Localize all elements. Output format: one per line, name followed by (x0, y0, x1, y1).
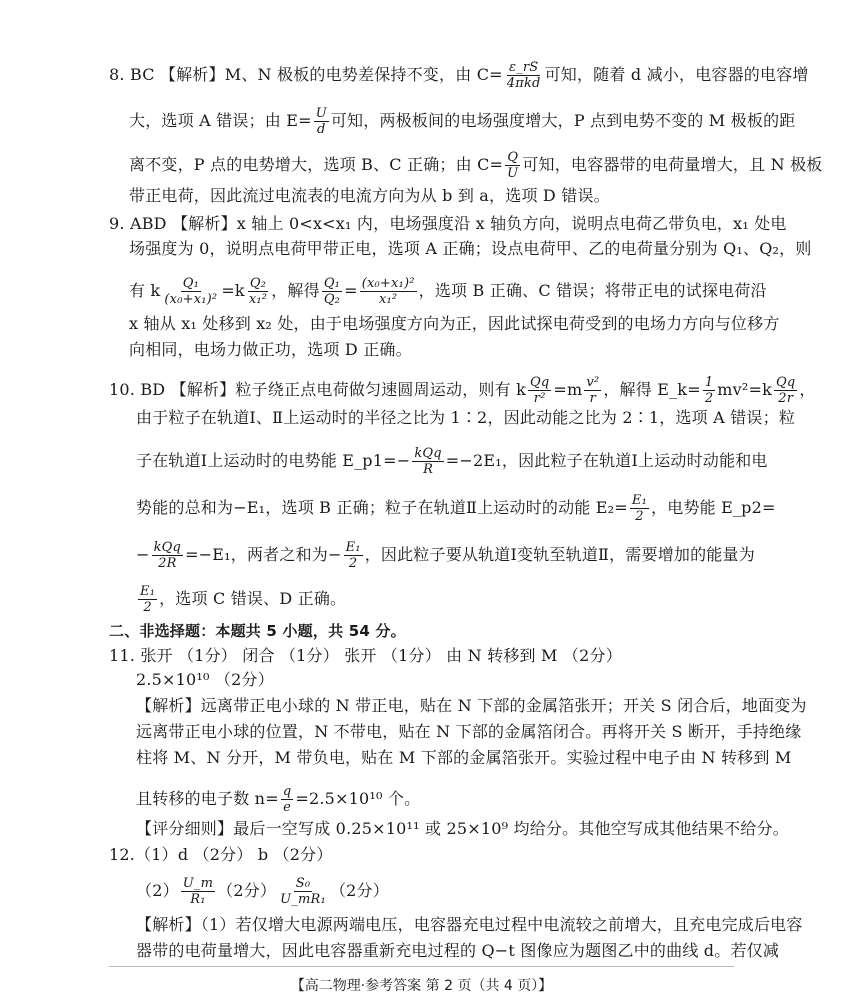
fraction: $\frac{U}{d}$ (315, 106, 327, 137)
q9-line4: x 轴从 x₁ 处移到 x₂ 处，由于电场强度方向为正，因此试探电荷受到的电场力方向与位移方 (129, 314, 780, 333)
q10-line1: 10. BD 【解析】粒子绕正点电荷做匀速圆周运动，则有 k $\frac{Qq}{\text{r²}}$ =m $\frac{\text{v²}}{r}$ ，解得 E_k= $\frac{1}{2}$ mv²=k $\frac{Qq}{2r}$ ， (109, 375, 816, 406)
q11-line4: 远离带正电小球的位置，N 不带电，贴在 N 下部的金属箔闭合。再将开关 S 断开，手持绝缘 (136, 722, 802, 741)
fraction: $\frac{Qq}{2r}$ (776, 375, 796, 406)
fraction: $\frac{\text{E₁}}{2}$ (631, 493, 648, 524)
footer-divider (109, 966, 734, 967)
q8-line3: 离不变，P 点的电势增大，选项 B、C 正确；由 C= $\frac{Q}{U}$ 可知，电容器带的电荷量增大，且 N 极板 (129, 150, 823, 181)
q8-line1: 8. BC 【解析】M、N 极板的电势差保持不变，由 C= $\frac{\varepsilon\_rS}{\text{4πkd}}$ 可知，随着 d 减小，电容器的电容增 (109, 60, 809, 91)
q8-line2: 大，选项 A 错误；由 E= $\frac{U}{d}$ 可知，两极板间的电场强度增大，P 点到电势不变的 M 极板的距 (129, 106, 796, 137)
q11-line1: 11. 张开 （1分） 闭合 （1分） 张开 （1分） 由 N 转移到 M （2分） (109, 646, 622, 665)
section-heading: 二、非选择题：本题共 5 小题，共 54 分。 (109, 622, 406, 640)
q10-line2: 由于粒子在轨道Ⅰ、Ⅱ上运动时的半径之比为 1∶2，因此动能之比为 2∶1，选项 A 错误；粒 (136, 408, 796, 427)
fraction: $\frac{\text{v²}}{r}$ (586, 375, 600, 406)
q12-line3: 【解析】（1）若仅增大电源两端电压，电容器充电过程中电流较之前增大，且充电完成后电容 (136, 915, 803, 934)
fraction: $\frac{U\_m}{\text{R₁}}$ (182, 876, 214, 907)
q11-line6: 且转移的电子数 n= $\frac{q}{e}$ =2.5×10¹⁰ 个。 (136, 784, 421, 815)
fraction: $\frac{\text{kQq}}{R}$ (414, 446, 442, 477)
q8-line4: 带正电荷，因此流过电流表的电流方向为从 b 到 a，选项 D 错误。 (129, 186, 610, 205)
q12-line2: （2） $\frac{U\_m}{\text{R₁}}$ （2分） $\frac{\text{S₀}}{\text{U\_mR₁}}$ （2分） (136, 876, 389, 907)
q11-line2: 2.5×10¹⁰ （2分） (136, 670, 274, 689)
fraction: $\frac{q}{e}$ (282, 784, 292, 815)
q10-line4: 势能的总和为−E₁，选项 B 正确；粒子在轨道Ⅱ上运动时的动能 E₂= $\frac{\text{E₁}}{2}$ ，电势能 E_p2= (136, 493, 776, 524)
q11-line7: 【评分细则】最后一空写成 0.25×10¹¹ 或 25×10⁹ 均给分。其他空写成其他结果不给分。 (136, 819, 789, 838)
fraction: $\frac{\text{Q₁}}{\text{(x₀+x₁)²}}$ (164, 276, 218, 307)
fraction: $\frac{\text{E₁}}{2}$ (140, 584, 156, 615)
q10-line6: $\frac{\text{E₁}}{2}$ ，选项 C 错误、D 正确。 (140, 584, 347, 615)
q9-line5: 向相同，电场力做正功，选项 D 正确。 (129, 340, 412, 359)
q11-line5: 柱将 M、N 分开，M 带负电，贴在 M 下部的金属箔张开。实验过程中电子由 N 转移到 M (136, 748, 792, 767)
page-footer: 【高二物理·参考答案 第 2 页（共 4 页）】 (290, 978, 553, 994)
q10-line5: − $\frac{\text{kQq}}{2R}$ =−E₁，两者之和为− $\frac{\text{E₁}}{2}$ ，因此粒子要从轨道Ⅰ变轨至轨道Ⅱ，需要增加的能量为 (136, 540, 755, 571)
q9-line3: 有 k $\frac{\text{Q₁}}{\text{(x₀+x₁)²}}$ =k $\frac{\text{Q₂}}{\text{x₁²}}$ ，解得 $\frac{\text{Q₁}}{\text{Q₂}}$ = $\frac{\text{(x₀+x₁)²}}{\text{x₁²}}$ ，选项 B 正确、C 错误；将带正电的试探电荷沿 (129, 276, 767, 307)
fraction: $\frac{Q}{U}$ (507, 150, 519, 181)
fraction: $\frac{\varepsilon\_rS}{\text{4πkd}}$ (506, 60, 541, 91)
fraction: $\frac{\text{kQq}}{2R}$ (153, 540, 182, 571)
q9-line2: 场强度为 0，说明点电荷甲带正电，选项 A 正确；设点电荷甲、乙的电荷量分别为 Q₁、Q₂，则 (129, 239, 812, 258)
q12-line1: 12.（1）d （2分） b （2分） (109, 845, 333, 864)
fraction: $\frac{Qq}{\text{r²}}$ (530, 375, 550, 406)
q10-line3: 子在轨道Ⅰ上运动时的电势能 E_p1=− $\frac{\text{kQq}}{R}$ =−2E₁，因此粒子在轨道Ⅰ上运动时动能和电 (136, 446, 768, 477)
fraction: $\frac{\text{Q₂}}{\text{x₁²}}$ (248, 276, 268, 307)
fraction: $\frac{\text{E₁}}{2}$ (345, 540, 361, 571)
fraction: $\frac{\text{S₀}}{\text{U\_mR₁}}$ (280, 876, 326, 907)
q11-line3: 【解析】远离带正电小球的 N 带正电，贴在 N 下部的金属箔张开；开关 S 闭合后，地面变为 (136, 696, 807, 715)
fraction: $\frac{1}{2}$ (704, 375, 714, 406)
q12-line4: 器带的电荷量增大，因此电容器重新充电过程的 Q−t 图像应为题图乙中的曲线 d。若仅减 (136, 941, 780, 960)
q9-line1: 9. ABD 【解析】x 轴上 0<x<x₁ 内，电场强度沿 x 轴负方向，说明点电荷乙带负电，x₁ 处电 (109, 214, 787, 233)
fraction: $\frac{\text{(x₀+x₁)²}}{\text{x₁²}}$ (361, 276, 415, 307)
fraction: $\frac{\text{Q₁}}{\text{Q₂}}$ (323, 276, 341, 307)
